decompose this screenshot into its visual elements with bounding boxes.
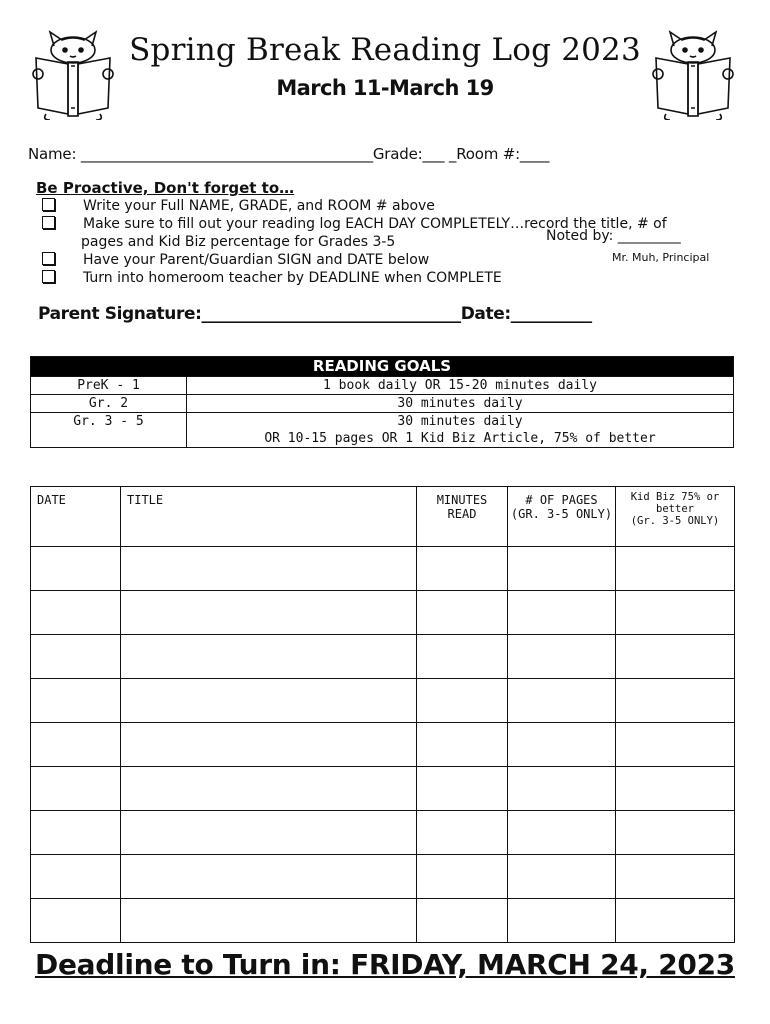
instruction-text: Write your Full NAME, GRADE, and ROOM # above — [83, 198, 435, 214]
goal-grade: PreK - 1 — [31, 377, 187, 395]
table-row — [31, 547, 735, 591]
table-row — [31, 811, 735, 855]
title-cell[interactable] — [121, 767, 417, 811]
col-date-header: DATE — [31, 487, 121, 547]
kidbiz-cell[interactable] — [616, 811, 735, 855]
goal-text-extra: OR 10-15 pages OR 1 Kid Biz Article, 75% of better — [264, 431, 656, 446]
date-cell[interactable] — [31, 811, 121, 855]
goal-cell — [187, 413, 734, 448]
goal-grade: Gr. 2 — [31, 395, 187, 413]
instruction-text: Turn into homeroom teacher by DEADLINE when COMPLETE — [83, 270, 502, 286]
kidbiz-cell[interactable] — [616, 591, 735, 635]
checkbox-icon — [42, 270, 55, 283]
col-kidbiz-line1: Kid Biz 75% or — [630, 491, 720, 503]
instruction-text: Have your Parent/Guardian SIGN and DATE below — [83, 252, 430, 268]
instructions-heading: Be Proactive, Don't forget to… — [36, 179, 295, 197]
pages-cell[interactable] — [508, 635, 616, 679]
minutes-cell[interactable] — [417, 767, 508, 811]
pages-cell[interactable] — [508, 679, 616, 723]
table-row — [31, 635, 735, 679]
date-cell[interactable] — [31, 855, 121, 899]
col-minutes-header — [417, 487, 508, 547]
name-grade-room-field[interactable]: Name: ________________________________________Grade:___ _Room #:____ — [28, 145, 550, 163]
instruction-continued: pages and Kid Biz percentage for Grades 3-5 — [81, 234, 396, 250]
reading-log-table — [30, 486, 735, 943]
table-row — [31, 395, 734, 413]
title-cell[interactable] — [121, 679, 417, 723]
title-cell[interactable] — [121, 591, 417, 635]
table-row — [31, 413, 734, 448]
col-minutes-line1: MINUTES — [436, 493, 488, 507]
checkbox-icon — [42, 216, 55, 229]
goal-text: 1 book daily OR 15-20 minutes daily — [187, 377, 734, 395]
deadline-banner: Deadline to Turn in: FRIDAY, MARCH 24, 2023 — [35, 948, 735, 981]
checkbox-icon — [42, 252, 55, 265]
parent-signature-date-field[interactable]: Parent Signature:________________________________Date:__________ — [38, 304, 592, 324]
date-cell[interactable] — [31, 547, 121, 591]
date-cell[interactable] — [31, 591, 121, 635]
date-cell[interactable] — [31, 635, 121, 679]
kidbiz-cell[interactable] — [616, 855, 735, 899]
kidbiz-cell[interactable] — [616, 679, 735, 723]
kidbiz-cell[interactable] — [616, 899, 735, 943]
pages-cell[interactable] — [508, 767, 616, 811]
minutes-cell[interactable] — [417, 811, 508, 855]
col-pages-line2: (GR. 3-5 ONLY) — [510, 507, 613, 521]
col-title-header: TITLE — [121, 487, 417, 547]
title-cell[interactable] — [121, 635, 417, 679]
pages-cell[interactable] — [508, 855, 616, 899]
principal-name: Mr. Muh, Principal — [612, 251, 710, 264]
goal-text: 30 minutes daily — [397, 414, 523, 429]
title-cell[interactable] — [121, 855, 417, 899]
minutes-cell[interactable] — [417, 855, 508, 899]
col-pages-line1: # OF PAGES — [525, 493, 598, 507]
table-row — [31, 679, 735, 723]
pages-cell[interactable] — [508, 899, 616, 943]
col-kidbiz-line2: better — [656, 503, 694, 515]
col-kidbiz-line3: (Gr. 3-5 ONLY) — [630, 515, 720, 527]
title-cell[interactable] — [121, 547, 417, 591]
checkbox-icon — [42, 198, 55, 211]
instruction-item — [42, 270, 502, 286]
instruction-text: Make sure to fill out your reading log EACH DAY COMPLETELY…record the title, # of — [83, 216, 667, 232]
kidbiz-cell[interactable] — [616, 547, 735, 591]
reading-goals-header: READING GOALS — [31, 357, 734, 377]
pages-cell[interactable] — [508, 811, 616, 855]
reading-goals-table — [30, 356, 734, 448]
minutes-cell[interactable] — [417, 723, 508, 767]
minutes-cell[interactable] — [417, 547, 508, 591]
title-cell[interactable] — [121, 899, 417, 943]
log-body — [31, 547, 735, 943]
title-cell[interactable] — [121, 723, 417, 767]
date-cell[interactable] — [31, 679, 121, 723]
kidbiz-cell[interactable] — [616, 635, 735, 679]
col-kidbiz-header — [616, 487, 735, 547]
table-row — [31, 767, 735, 811]
goal-text: 30 minutes daily — [187, 395, 734, 413]
col-minutes-line2: READ — [447, 507, 477, 521]
log-header-row — [31, 487, 735, 547]
minutes-cell[interactable] — [417, 591, 508, 635]
minutes-cell[interactable] — [417, 635, 508, 679]
instruction-item — [42, 198, 435, 214]
kidbiz-cell[interactable] — [616, 723, 735, 767]
goal-grade: Gr. 3 - 5 — [31, 413, 187, 448]
pages-cell[interactable] — [508, 547, 616, 591]
table-row — [31, 855, 735, 899]
date-cell[interactable] — [31, 723, 121, 767]
date-cell[interactable] — [31, 899, 121, 943]
col-pages-header — [508, 487, 616, 547]
minutes-cell[interactable] — [417, 679, 508, 723]
minutes-cell[interactable] — [417, 899, 508, 943]
table-row — [31, 377, 734, 395]
instruction-item — [42, 252, 429, 268]
table-row — [31, 591, 735, 635]
noted-by-line: Noted by: _________ — [546, 228, 681, 244]
page-title: Spring Break Reading Log 2023 — [129, 32, 641, 68]
pages-cell[interactable] — [508, 723, 616, 767]
table-row — [31, 899, 735, 943]
title-cell[interactable] — [121, 811, 417, 855]
table-row — [31, 723, 735, 767]
date-cell[interactable] — [31, 767, 121, 811]
pages-cell[interactable] — [508, 591, 616, 635]
kidbiz-cell[interactable] — [616, 767, 735, 811]
page-subtitle: March 11-March 19 — [276, 76, 494, 100]
